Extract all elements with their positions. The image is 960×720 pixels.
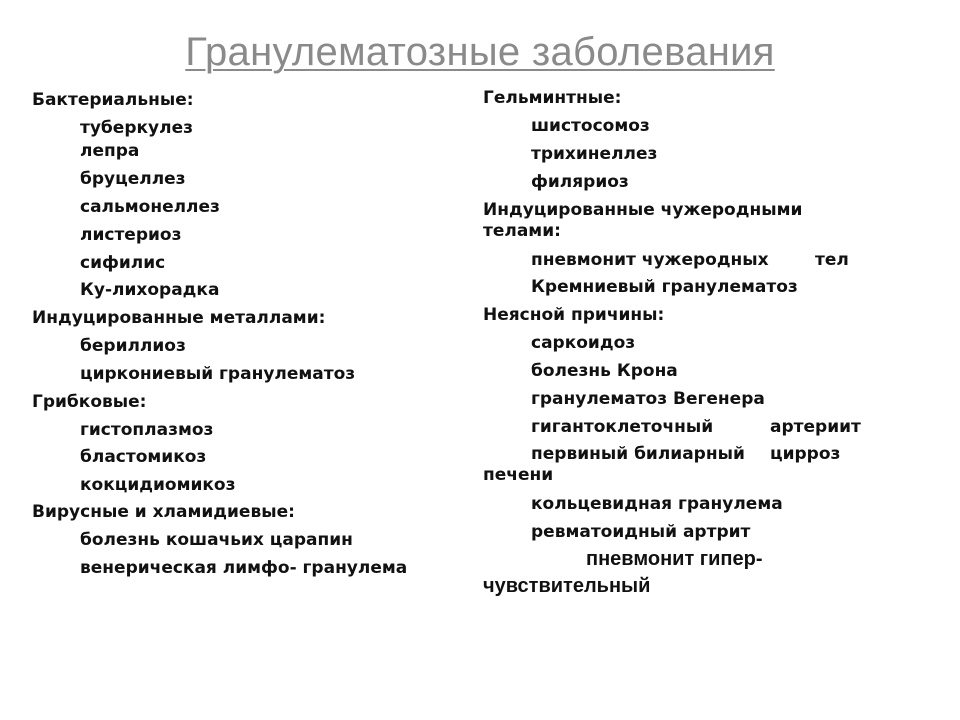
list-item: листериоз	[80, 225, 182, 245]
list-item: болезнь Крона	[531, 361, 678, 381]
list-item: Кремниевый гранулематоз	[531, 277, 798, 297]
list-item: туберкулез	[80, 118, 193, 138]
list-item: ревматоидный артрит	[531, 522, 751, 542]
list-item: шистосомоз	[531, 116, 650, 136]
list-item: болезнь кошачьих царапин	[80, 530, 353, 550]
metal-induced-heading: Индуцированные металлами:	[32, 308, 326, 328]
list-item: гигантоклеточный	[531, 417, 714, 437]
list-item-cont: цирроз	[770, 444, 841, 464]
list-item: сальмонеллез	[80, 197, 220, 217]
list-item: лепра	[80, 141, 140, 161]
list-item: гистоплазмоз	[80, 420, 214, 440]
list-item: саркоидоз	[531, 333, 636, 353]
list-item: венерическая лимфо- гранулема	[80, 558, 408, 578]
bacterial-heading: Бактериальные:	[32, 90, 194, 110]
helminthic-heading: Гельминтные:	[483, 88, 622, 108]
list-item: циркониевый гранулематоз	[80, 364, 356, 384]
foreign-body-heading-cont: телами:	[483, 221, 561, 241]
list-item: гранулематоз Вегенера	[531, 389, 765, 409]
list-item: бериллиоз	[80, 336, 186, 356]
list-item-wrap: печени	[483, 465, 554, 485]
viral-heading: Вирусные и хламидиевые:	[32, 502, 295, 522]
list-item: пневмонит чужеродных	[531, 250, 769, 270]
list-item: кокцидиомикоз	[80, 475, 236, 495]
list-item: Ку-лихорадка	[80, 280, 220, 300]
page-title: Гранулематозные заболевания	[185, 30, 775, 74]
list-item-cont: тел	[815, 250, 849, 270]
list-item: кольцевидная гранулема	[531, 494, 783, 514]
list-item: первиный билиарный	[531, 444, 745, 464]
list-item: сифилис	[80, 253, 166, 273]
list-item: трихинеллез	[531, 144, 658, 164]
foreign-body-heading: Индуцированные чужеродными	[483, 200, 803, 220]
list-item: филяриоз	[531, 172, 629, 192]
fungal-heading: Грибковые:	[32, 392, 147, 412]
list-item: пневмонит гипер-	[586, 548, 763, 570]
list-item: бруцеллез	[80, 169, 186, 189]
list-item: бластомикоз	[80, 447, 207, 467]
list-item-wrap: чувствительный	[483, 575, 651, 597]
list-item-cont: артериит	[770, 417, 861, 437]
unknown-cause-heading: Неясной причины:	[483, 305, 665, 325]
